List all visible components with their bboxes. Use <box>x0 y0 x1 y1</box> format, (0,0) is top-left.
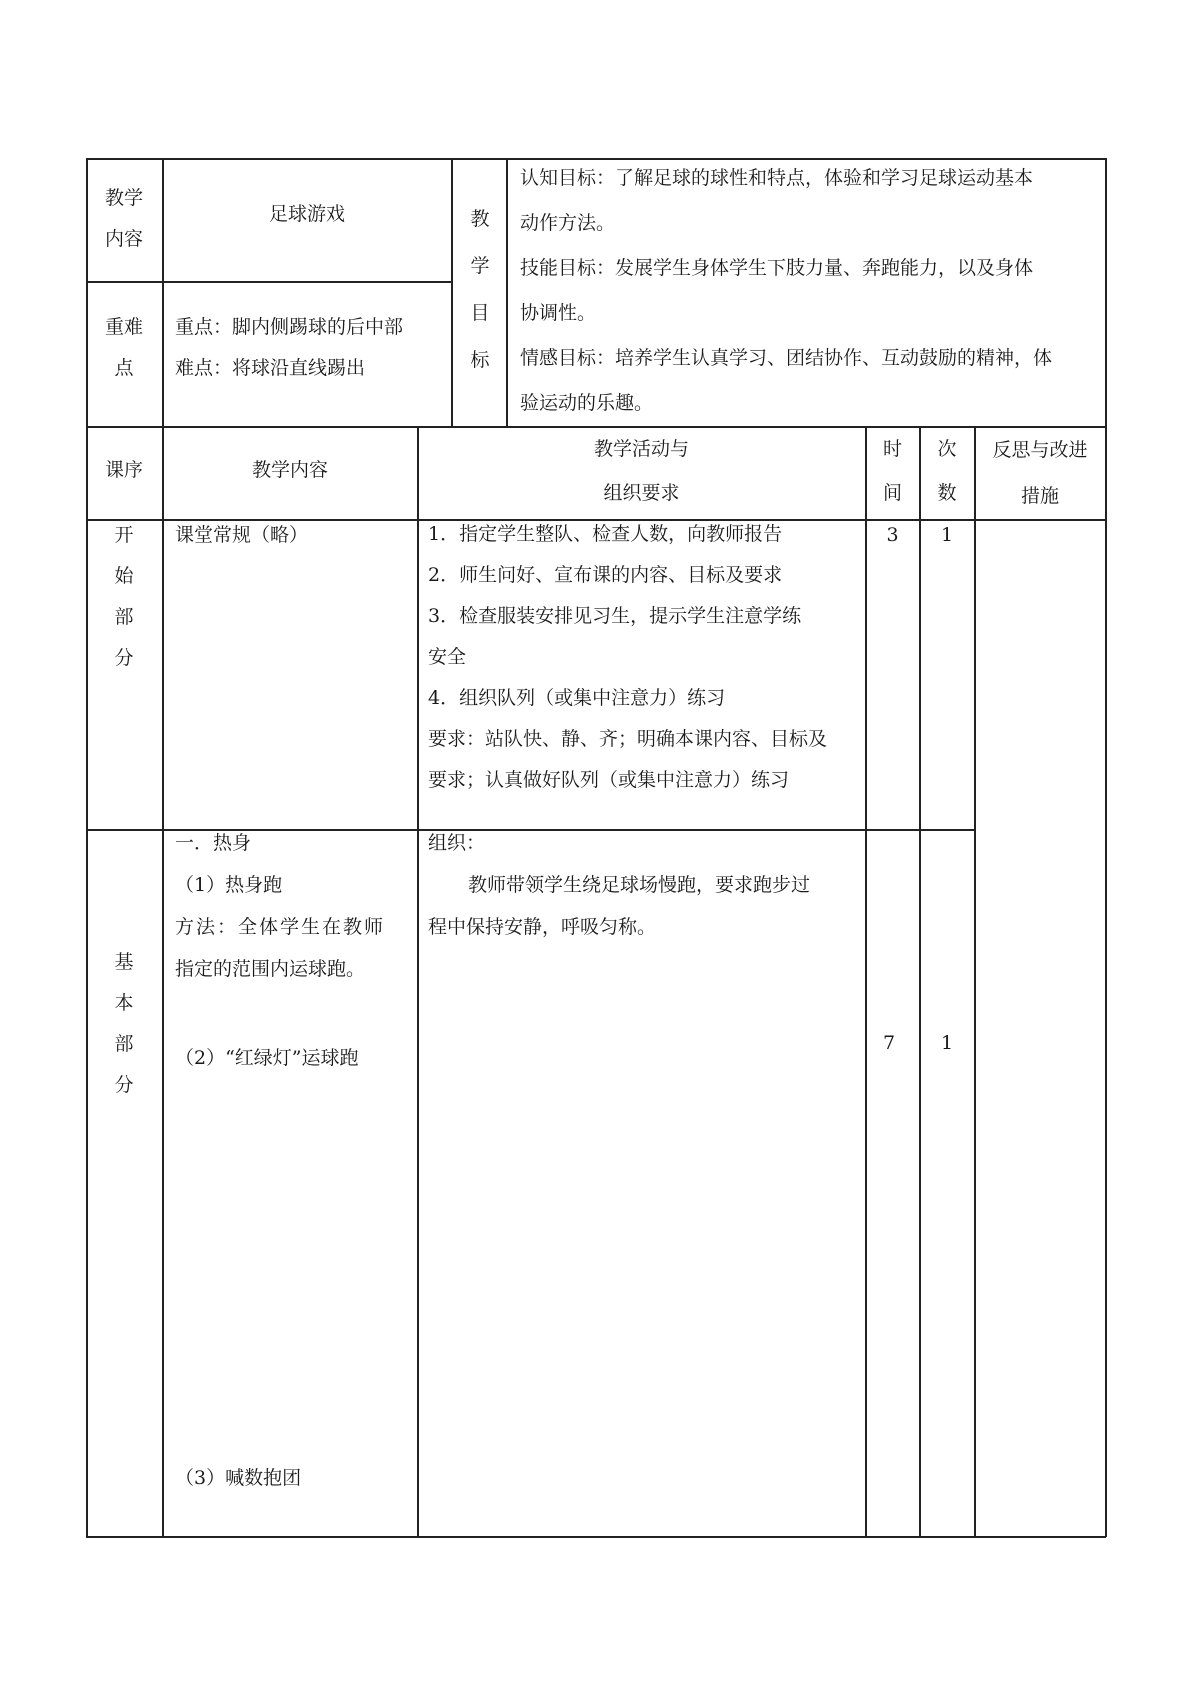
key-difficulty-label: 重难 点 <box>104 316 143 379</box>
header-activity: 教学活动与 组织要求 <box>593 438 689 504</box>
goal-label: 教 学 目 标 <box>470 208 490 371</box>
goal-line: 技能目标：发展学生身体学生下肢力量、奔跑能力，以及身体 <box>520 257 1034 279</box>
header-time: 时 间 <box>882 438 902 504</box>
goal-line: 情感目标：培养学生认真学习、团结协作、互动鼓励的精神，体 <box>520 347 1053 369</box>
org-line-2: 程中保持安静，呼吸匀称。 <box>428 916 657 938</box>
header-order: 课序 <box>104 459 143 481</box>
section-basic-time: 7 <box>882 1032 896 1054</box>
activity-line: 2．师生问好、宣布课的内容、目标及要求 <box>428 564 783 586</box>
table-rule <box>865 426 867 1537</box>
warmup-title: 一．热身 <box>175 832 252 854</box>
warmup-method: 方法：全体学生在教师 <box>175 916 386 938</box>
org-line-1: 教师带领学生绕足球场慢跑，要求跑步过 <box>468 874 811 896</box>
activity-line: 1．指定学生整队、检查人数，向教师报告 <box>428 523 783 545</box>
content-label: 教学 内容 <box>104 187 143 250</box>
table-rule <box>162 158 164 426</box>
table-rule <box>919 426 921 1537</box>
header-count: 次 数 <box>937 438 957 504</box>
org-title: 组织： <box>428 832 486 854</box>
table-border-left <box>86 158 88 1537</box>
activity-line: 3．检查服装安排见习生，提示学生注意学练 <box>428 605 802 627</box>
traffic-light-run: （2）“红绿灯”运球跑 <box>175 1047 359 1069</box>
table-rule <box>417 426 419 1537</box>
header-content: 教学内容 <box>251 459 328 481</box>
table-rule <box>162 426 164 1537</box>
table-border-bottom <box>86 1536 1106 1538</box>
section-start-count: 1 <box>940 524 954 546</box>
section-start-time: 3 <box>886 524 899 546</box>
goal-line: 认知目标：了解足球的球性和特点，体验和学习足球运动基本 <box>520 167 1034 189</box>
table-border-right <box>1105 158 1107 1537</box>
content-value: 足球游戏 <box>268 203 345 225</box>
table-rule <box>974 426 976 1537</box>
table-rule <box>86 829 974 831</box>
goals-text <box>520 156 1052 426</box>
goal-line: 协调性。 <box>520 302 597 324</box>
activity-line: 要求：站队快、静、齐；明确本课内容、目标及 <box>428 728 828 750</box>
activity-line: 4．组织队列（或集中注意力）练习 <box>428 687 726 709</box>
section-start-content: 课堂常规（略） <box>175 524 309 546</box>
warmup-run: （1）热身跑 <box>175 874 283 896</box>
header-reflect: 反思与改进 措施 <box>992 439 1088 507</box>
table-rule <box>451 158 453 426</box>
warmup-method-cont: 指定的范围内运球跑。 <box>175 958 366 980</box>
table-rule <box>506 158 508 426</box>
section-start-activity <box>428 514 827 801</box>
goal-line: 验运动的乐趣。 <box>520 392 654 414</box>
section-start-label: 开 始 部 分 <box>114 524 134 669</box>
activity-line: 要求；认真做好队列（或集中注意力）练习 <box>428 769 790 791</box>
key-point: 重点：脚内侧踢球的后中部 <box>175 316 404 338</box>
table-rule <box>86 281 452 283</box>
call-number-hug: （3）喊数抱团 <box>175 1467 302 1489</box>
activity-line: 安全 <box>428 646 467 668</box>
difficulty-point: 难点：将球沿直线踢出 <box>175 357 366 379</box>
section-basic-count: 1 <box>940 1032 954 1054</box>
goal-line: 动作方法。 <box>520 212 616 234</box>
section-basic-label: 基 本 部 分 <box>114 951 134 1096</box>
